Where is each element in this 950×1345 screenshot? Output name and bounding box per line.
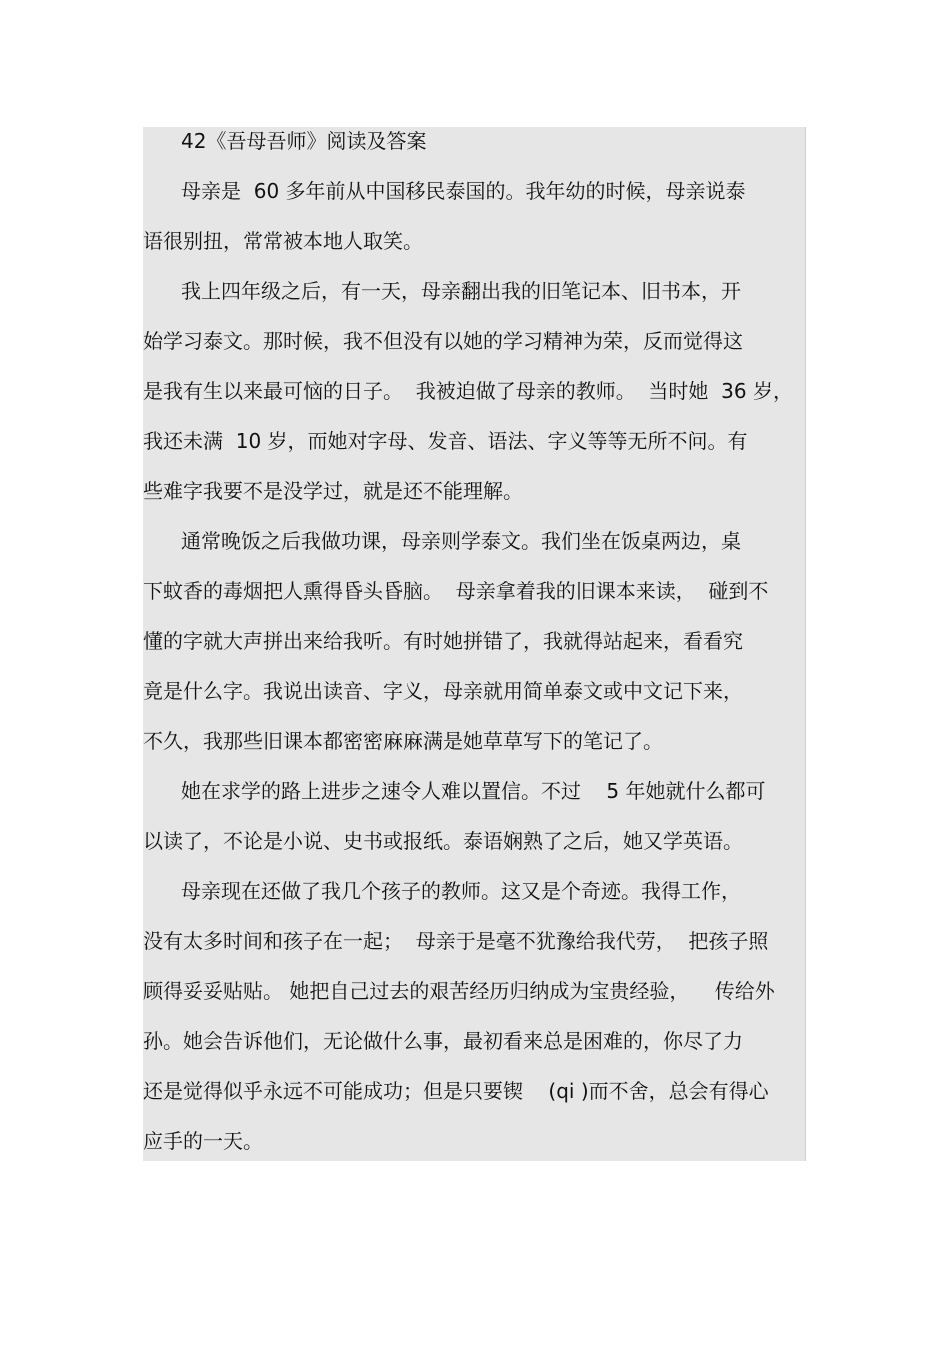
article-line: 我上四年级之后，有一天，母亲翻出我的旧笔记本、旧书本，开 [181,279,741,303]
article-line: 是我有生以来最可恼的日子。 我被迫做了母亲的教师。 当时她 36 岁， [143,379,793,403]
article-line: 竟是什么字。我说出读音、字义，母亲就用简单泰文或中文记下来， [143,679,743,703]
article-line: 通常晚饭之后我做功课，母亲则学泰文。我们坐在饭桌两边，桌 [181,529,741,553]
article-line: 不久，我那些旧课本都密密麻麻满是她草草写下的笔记了。 [143,729,663,753]
article-line: 母亲是 60 多年前从中国移民泰国的。我年幼的时候，母亲说泰 [181,179,746,203]
article-line: 以读了，不论是小说、史书或报纸。泰语娴熟了之后，她又学英语。 [143,829,743,853]
article-line: 母亲现在还做了我几个孩子的教师。这又是个奇迹。我得工作， [181,879,741,903]
article-line: 孙。她会告诉他们，无论做什么事，最初看来总是困难的，你尽了力 [143,1029,743,1053]
article-line: 没有太多时间和孩子在一起； 母亲于是毫不犹豫给我代劳， 把孩子照 [143,929,769,953]
article-title: 42《吾母吾师》阅读及答案 [181,129,427,153]
article-line: 她在求学的路上进步之速令人难以置信。不过 5 年她就什么都可 [181,779,766,803]
article-line: 下蚊香的毒烟把人熏得昏头昏脑。 母亲拿着我的旧课本来读， 碰到不 [143,579,769,603]
article-line: 些难字我要不是没学过，就是还不能理解。 [143,479,523,503]
article-line: 语很别扭，常常被本地人取笑。 [143,229,423,253]
article-line: 应手的一天。 [143,1129,263,1153]
article-line: 我还未满 10 岁，而她对字母、发音、语法、字义等等无所不问。有 [143,429,748,453]
article-line: 顾得妥妥贴贴。 她把自己过去的艰苦经历归纳成为宝贵经验， 传给外 [143,979,775,1003]
article-text-block [143,127,806,1161]
article-line: 始学习泰文。那时候，我不但没有以她的学习精神为荣，反而觉得这 [143,329,743,353]
article-line: 懂的字就大声拼出来给我听。有时她拼错了，我就得站起来，看看究 [143,629,743,653]
article-line: 还是觉得似乎永远不可能成功；但是只要锲 (qi )而不舍，总会有得心 [143,1079,769,1103]
